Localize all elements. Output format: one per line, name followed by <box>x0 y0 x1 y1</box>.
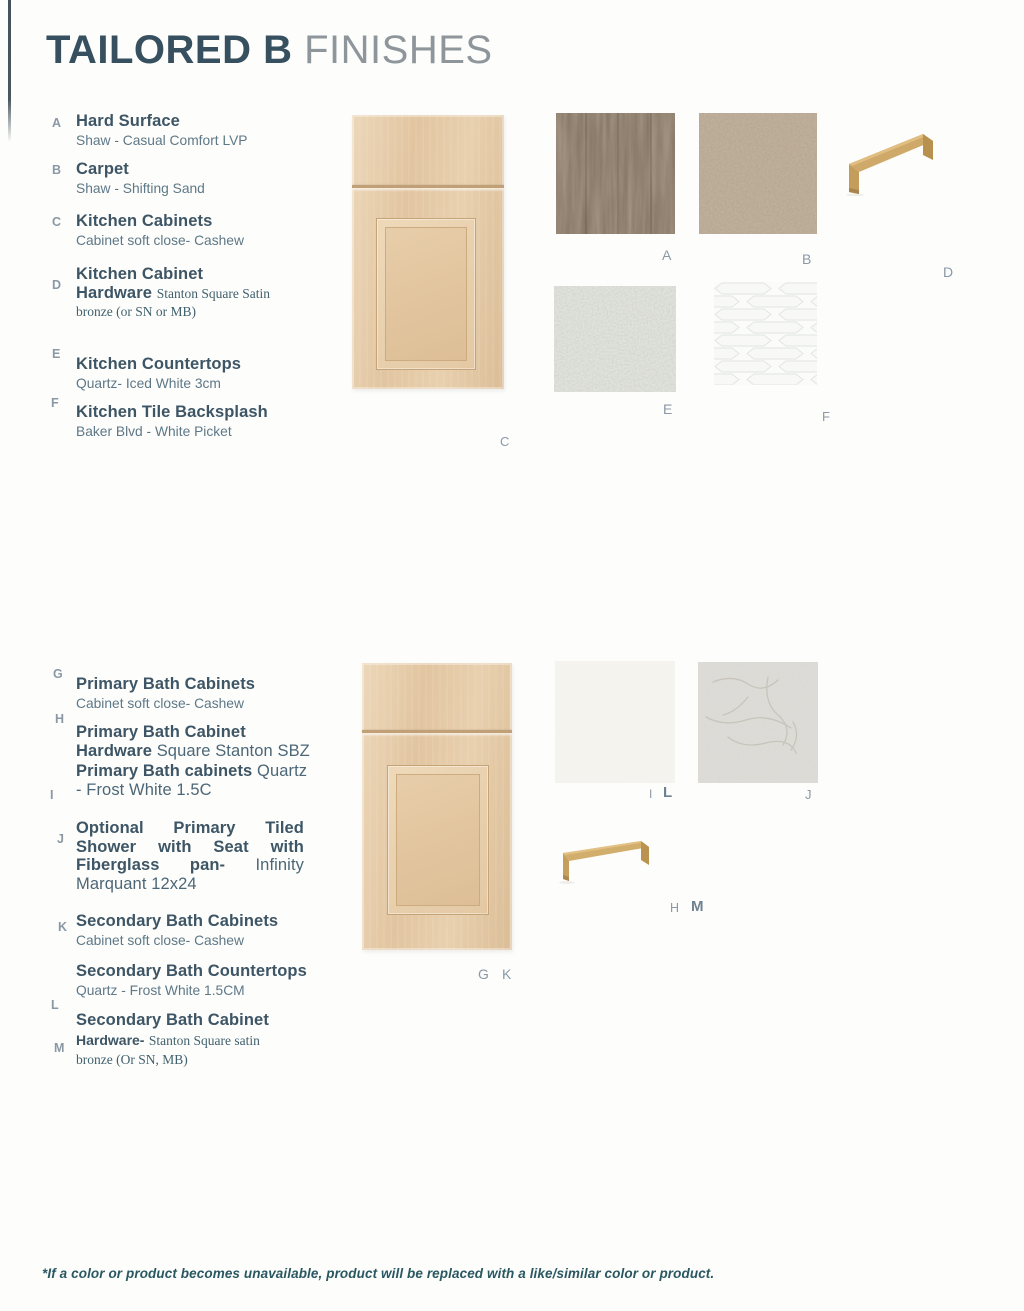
item-letter: I <box>50 788 54 802</box>
item-letter: G <box>53 667 63 681</box>
figure-label-b: B <box>802 251 812 267</box>
shower-tile-swatch-image <box>698 662 818 783</box>
item-title: Hard Surface <box>76 112 180 130</box>
item-letter: F <box>51 396 59 410</box>
item-title: Secondary Bath Cabinet <box>76 1011 269 1029</box>
item-letter: J <box>57 832 64 846</box>
item-title: Primary Bath Cabinet Hardware Square Stanton SBZ <box>76 723 310 760</box>
door-groove <box>352 185 504 188</box>
item-letter: D <box>52 278 62 292</box>
item-title: Kitchen Cabinet Hardware Stanton Square Satin bronze (or SN or MB) <box>76 265 270 320</box>
page-title <box>46 28 493 73</box>
item-hardware-label: Hardware- <box>76 1031 145 1048</box>
item-title: Secondary Bath Countertops <box>76 962 307 980</box>
door-groove <box>362 730 512 733</box>
figure-label-a: A <box>662 247 672 263</box>
hard-surface-swatch-image <box>556 113 675 234</box>
left-accent-bar <box>8 0 11 142</box>
kitchen-hardware-pull-image <box>843 118 945 196</box>
figure-label-l: L <box>663 784 673 801</box>
backsplash-tile-swatch-image <box>714 282 817 385</box>
item-subtitle: Shaw - Shifting Sand <box>76 180 205 196</box>
item-title-tail: Quartz - Frost White 1.5C <box>76 762 308 799</box>
item-letter: L <box>51 998 59 1012</box>
item-letter: B <box>52 163 62 177</box>
page-title-secondary: FINISHES <box>304 28 493 72</box>
item-subtitle: Quartz- Iced White 3cm <box>76 375 221 391</box>
item-title: Kitchen Tile Backsplash <box>76 403 268 421</box>
figure-label-k: K <box>502 966 512 982</box>
item-letter: H <box>55 712 65 726</box>
item-letter: A <box>52 116 62 130</box>
item-letter: M <box>54 1041 65 1055</box>
figure-label-g: G <box>478 966 489 982</box>
item-serif-note: Stanton Square Satin bronze (or SN or MB) <box>76 285 270 320</box>
figure-label-i: I <box>649 787 653 801</box>
item-serif-note: Stanton Square satin bronze (Or SN, MB) <box>76 1032 260 1067</box>
item-title: Primary Bath cabinets Quartz - Frost White 1.5C <box>76 762 308 799</box>
item-subtitle: Cabinet soft close- Cashew <box>76 932 244 948</box>
item-title: Kitchen Countertops <box>76 355 242 373</box>
item-subtitle: Cabinet soft close- Cashew <box>76 695 244 711</box>
item-title: Optional Primary Tiled Shower with Seat with Fiberglass pan- Infinity Marquant 12x24 <box>76 819 304 893</box>
item-title-tail: Square Stanton SBZ <box>156 741 310 760</box>
figure-label-e: E <box>663 401 673 417</box>
item-title: Secondary Bath Cabinets <box>76 912 279 930</box>
figure-label-m: M <box>691 898 704 915</box>
disclaimer-text: *If a color or product becomes unavailable, product will be replaced with a like/similar color or product. <box>42 1266 715 1281</box>
figure-label-f: F <box>822 409 830 424</box>
figure-label-h: H <box>670 901 680 915</box>
item-title: Kitchen Cabinets <box>76 212 213 230</box>
bath-hardware-pull-image <box>555 823 660 885</box>
item-title: Primary Bath Cabinets <box>76 675 256 693</box>
item-title: Carpet <box>76 160 129 178</box>
bath-cabinet-door-image <box>362 663 512 950</box>
figure-label-d: D <box>943 264 954 280</box>
figure-label-c: C <box>500 434 510 449</box>
item-subtitle: Quartz - Frost White 1.5CM <box>76 982 245 998</box>
figure-label-j: J <box>805 787 812 802</box>
item-subtitle: Baker Blvd - White Picket <box>76 423 232 439</box>
kitchen-cabinet-door-image <box>352 115 504 389</box>
item-subtitle: Cabinet soft close- Cashew <box>76 232 244 248</box>
item-subtitle: Shaw - Casual Comfort LVP <box>76 132 248 148</box>
carpet-swatch-image <box>699 113 817 234</box>
item-letter: C <box>52 215 62 229</box>
door-raised-panel <box>387 765 489 915</box>
item-title-tail: Infinity Marquant 12x24 <box>76 856 304 893</box>
door-raised-panel <box>376 218 476 370</box>
kitchen-quartz-swatch-image <box>554 286 676 392</box>
page-title-primary: TAILORED B <box>46 28 293 72</box>
bath-quartz-swatch-image <box>555 661 675 783</box>
item-letter: K <box>58 920 68 934</box>
item-letter: E <box>52 347 61 361</box>
